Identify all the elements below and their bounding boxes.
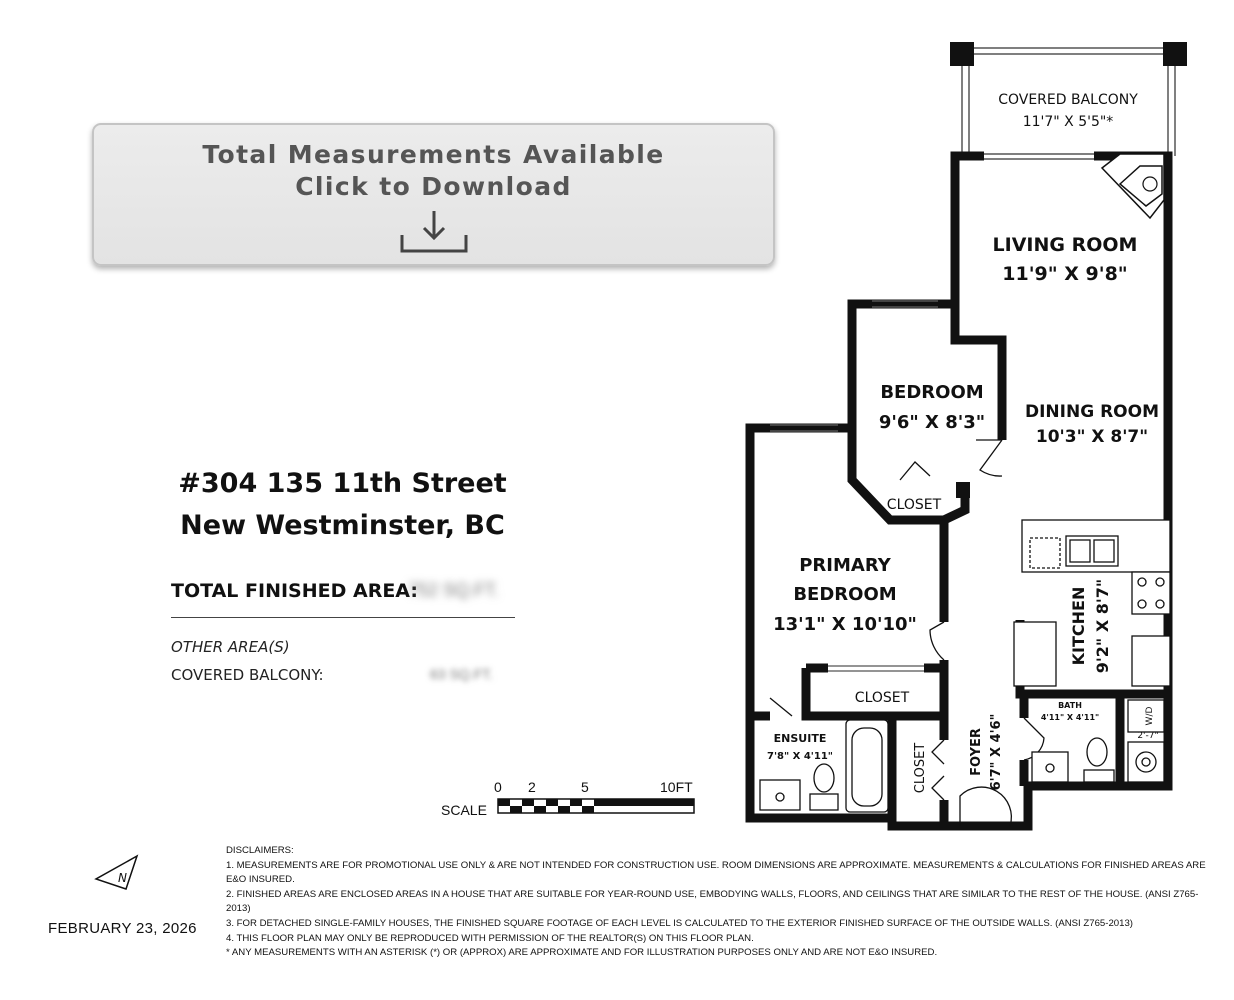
foyer-label: FOYER — [969, 728, 984, 776]
disclaimer-2: 2. FINISHED AREAS ARE ENCLOSED AREAS IN A HOUSE THAT ARE SUITABLE FOR YEAR-ROUND USE, EMBODYING WALLS, FLOORS, AND CEILINGS THAT ARE SIMILAR TO THE REST OF THE HOUSE. (ANSI Z765-2013) — [226, 888, 1199, 915]
foyer-closet-label: CLOSET — [913, 742, 928, 794]
bedroom-dim: 9'6" X 8'3" — [878, 412, 986, 433]
balcony-area-label: COVERED BALCONY: — [171, 666, 324, 684]
total-area-value: 752 SQ.FT. — [408, 580, 500, 600]
washer-dryer-dim: 2'-7" — [1137, 731, 1159, 741]
balcony-label: COVERED BALCONY — [998, 92, 1138, 108]
north-arrow-icon — [96, 856, 137, 889]
balcony-sliding-door — [984, 154, 1094, 159]
fireplace-icon — [1102, 154, 1164, 218]
scale-label: SCALE — [441, 802, 487, 818]
primary-closet-label: CLOSET — [854, 690, 910, 706]
scale-tick-0: 0 — [494, 779, 502, 795]
bath-label: BATH — [1058, 701, 1082, 710]
kitchen-dim: 9'2" X 8'7" — [1093, 578, 1112, 674]
other-area-heading: OTHER AREA(S) — [171, 638, 290, 656]
primary-bedroom-label-1: PRIMARY — [799, 555, 891, 576]
bedroom-closet-label: CLOSET — [886, 497, 942, 513]
disclaimer-1: 1. MEASUREMENTS ARE FOR PROMOTIONAL USE ONLY & ARE NOT INTENDED FOR CONSTRUCTION USE. ROOM DIMENSIONS ARE APPROXIMATE. MEASUREMENTS & CALCULATIONS FOR FINISHED AREAS ARE E&O INSURED. — [226, 859, 1206, 886]
total-area-label: TOTAL FINISHED AREA: — [171, 580, 418, 602]
disclaimer-3: 3. FOR DETACHED SINGLE-FAMILY HOUSES, THE FINISHED SQUARE FOOTAGE OF EACH LEVEL IS CALCULATED TO THE EXTERIOR FINISHED SURFACE OF THE OUTSIDE WALLS. (ANSI Z765-2013) — [226, 917, 1133, 929]
scale-tick-2: 2 — [528, 779, 536, 795]
dining-room-label: DINING ROOM — [1025, 402, 1159, 422]
address-line-1: #304 135 11th Street — [178, 468, 507, 499]
dining-room-dim: 10'3" X 8'7" — [1035, 427, 1149, 447]
download-title: Total Measurements Available — [202, 140, 665, 169]
living-room-label: LIVING ROOM — [992, 234, 1138, 256]
closet-doors — [828, 666, 924, 671]
scale-tick-10: 10FT — [660, 779, 693, 795]
north-label: N — [118, 871, 127, 885]
ensuite-dim: 7'8" X 4'11" — [766, 751, 834, 762]
living-room-dim: 11'9" X 9'8" — [1002, 263, 1128, 285]
download-subtitle: Click to Download — [295, 172, 572, 201]
scale-tick-5: 5 — [581, 779, 589, 795]
address-line-2: New Westminster, BC — [180, 510, 505, 541]
wall-post — [956, 482, 970, 498]
ensuite-label: ENSUITE — [773, 732, 827, 745]
plan-date: FEBRUARY 23, 2026 — [48, 920, 197, 937]
balcony-dim: 11'7" X 5'5"* — [1022, 114, 1114, 130]
primary-bedroom-dim: 13'1" X 10'10" — [773, 614, 917, 635]
washer-dryer-label: W/D — [1145, 706, 1155, 726]
balcony-area-value: 63 SQ.FT. — [430, 666, 494, 682]
primary-bedroom-label-2: BEDROOM — [793, 584, 897, 605]
kitchen-fixtures — [1014, 520, 1170, 686]
bath-dim: 4'11" X 4'11" — [1040, 713, 1100, 722]
scale-bar — [498, 799, 694, 813]
kitchen-label: KITCHEN — [1069, 586, 1088, 666]
bedroom-label: BEDROOM — [880, 382, 984, 403]
disclaimer-4: 4. THIS FLOOR PLAN MAY ONLY BE REPRODUCED WITH PERMISSION OF THE REALTOR(S) ON THIS FLOOR PLAN. — [226, 932, 754, 944]
disclaimer-heading: DISCLAIMERS: — [226, 845, 294, 856]
foyer-dim: 6'7" X 4'6" — [989, 713, 1004, 791]
disclaimer-5: * ANY MEASUREMENTS WITH AN ASTERISK (*) OR (APPROX) ARE APPROXIMATE AND FOR ILLUSTRATION PURPOSES ONLY AND ARE NOT E&O INSURED. — [226, 947, 938, 959]
